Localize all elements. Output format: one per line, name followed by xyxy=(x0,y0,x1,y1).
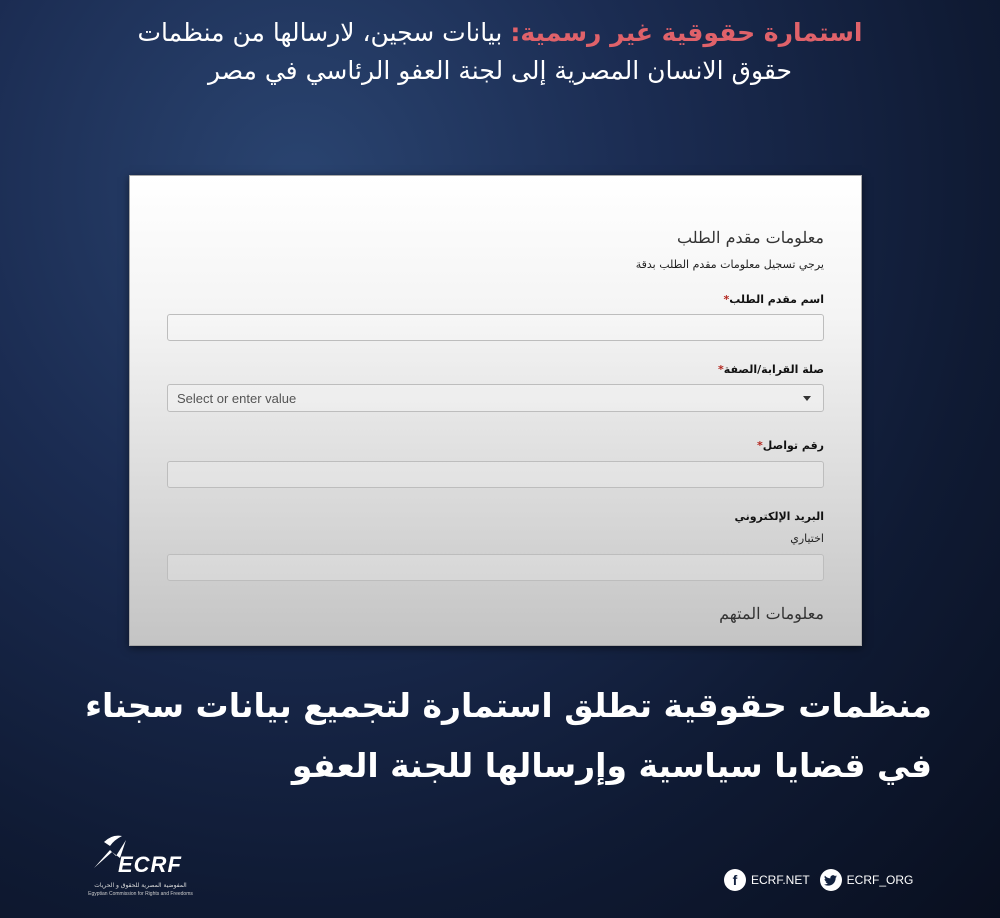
field-label-text: صلة القرابة/الصفة xyxy=(723,363,824,376)
applicant-name-input[interactable] xyxy=(167,314,824,341)
field-optional-note: اختياري xyxy=(790,532,824,545)
ecrf-logo xyxy=(78,830,218,900)
logo-abbr: ECRF xyxy=(118,852,182,877)
chevron-down-icon[interactable] xyxy=(803,396,811,401)
section-title-defendant: معلومات المتهم xyxy=(719,604,824,623)
caption-text: بيانات سجين، لارسالها من منظمات حقوق الانسان المصرية إلى لجنة العفو الرئاسي في مصر xyxy=(137,18,792,85)
field-label-relation xyxy=(714,363,824,376)
headline-line-2: في قضايا سياسية وإرسالها للجنة العفو xyxy=(291,746,932,785)
headline-line-1: منظمات حقوقية تطلق استمارة لتجميع بيانات سجناء xyxy=(85,686,932,725)
required-marker: * xyxy=(718,363,724,376)
form-inner xyxy=(167,176,824,645)
headline xyxy=(52,676,932,796)
field-label-email: البريد الإلكتروني xyxy=(734,510,824,523)
logo-arabic-name: المفوضية المصرية للحقوق و الحريات xyxy=(94,882,187,889)
top-caption xyxy=(120,14,880,90)
relation-select[interactable] xyxy=(167,384,824,412)
facebook-handle[interactable]: ECRF.NET xyxy=(751,873,810,887)
twitter-icon[interactable] xyxy=(820,869,842,891)
required-marker: * xyxy=(723,293,730,306)
twitter-bird-glyph xyxy=(824,875,837,886)
required-marker: * xyxy=(756,439,763,452)
form-screenshot xyxy=(129,175,862,646)
relation-select-placeholder: Select or enter value xyxy=(177,391,297,406)
email-input[interactable] xyxy=(167,554,824,581)
logo-english-name: Egyptian Commission for Rights and Freedoms xyxy=(88,891,193,897)
field-label-text: رقم تواصل xyxy=(762,439,824,452)
caption-highlight: استمارة حقوقية غير رسمية: xyxy=(510,18,863,47)
social-links xyxy=(724,868,923,892)
field-label-contact-number xyxy=(753,439,824,452)
field-label-applicant-name xyxy=(719,293,824,306)
section-hint: يرجي تسجيل معلومات مقدم الطلب بدقة xyxy=(635,258,824,271)
twitter-handle[interactable]: ECRF_ORG xyxy=(846,873,914,887)
facebook-icon[interactable]: f xyxy=(724,869,746,891)
section-title-applicant: معلومات مقدم الطلب xyxy=(677,228,824,247)
contact-number-input[interactable] xyxy=(167,461,824,488)
field-label-text: اسم مقدم الطلب xyxy=(729,293,824,306)
